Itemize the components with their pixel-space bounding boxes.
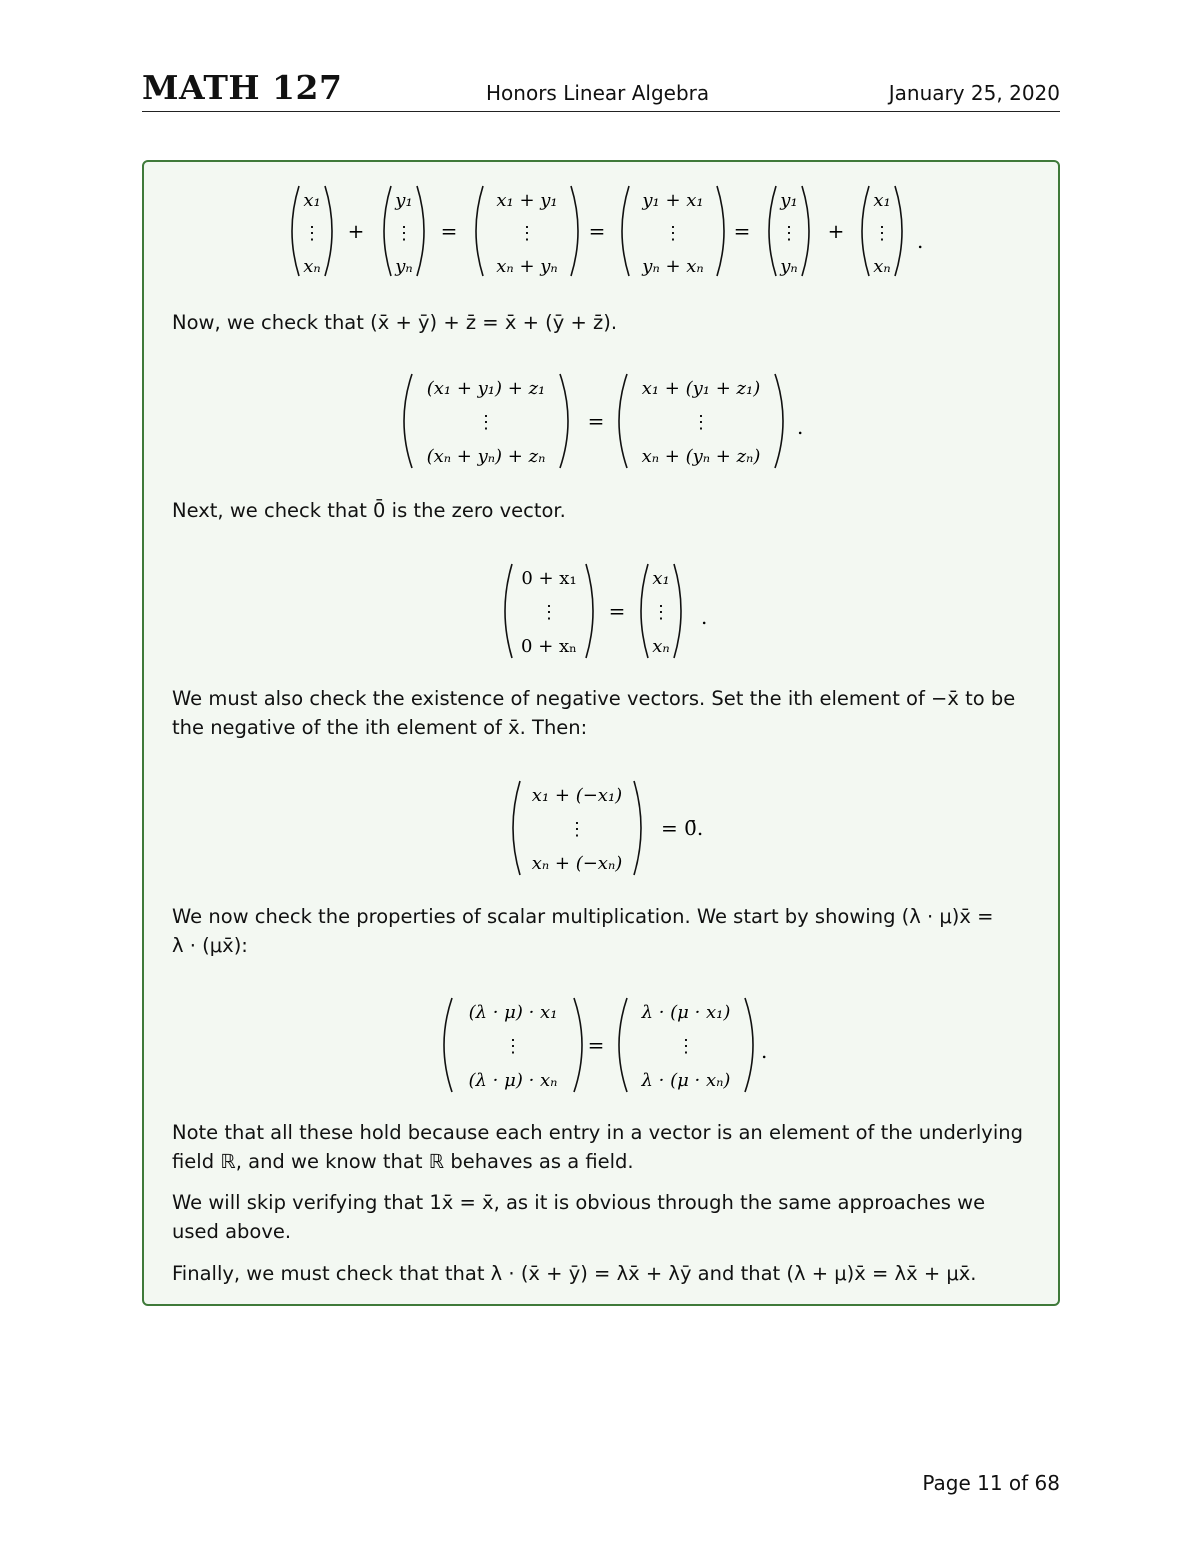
equals-operator: = — [588, 219, 606, 243]
vector-entry: y₁ + x₁ — [642, 190, 704, 211]
text-line: Note that all these hold because each entry in a vector is an element of the underlying — [172, 1121, 1024, 1144]
text-line: field ℝ, and we know that ℝ behaves as a field. — [172, 1150, 634, 1173]
text-line: the negative of the ith element of x̄. Then: — [172, 716, 588, 739]
vector-entry: xₙ — [303, 256, 321, 277]
text-line: We now check the properties of scalar multiplication. We start by showing (λ · μ)x̄ = — [172, 905, 994, 928]
plus-operator: + — [347, 219, 365, 243]
plus-operator: + — [827, 219, 845, 243]
period: . — [797, 415, 804, 439]
page-header — [142, 68, 1060, 114]
vector-entry: x₁ + (−x₁) — [531, 785, 623, 806]
vector-entry: xₙ + yₙ — [496, 256, 558, 277]
course-title: MATH 127 — [142, 68, 343, 107]
vector-entry: x₁ — [303, 190, 321, 211]
vector-entry: x₁ + (y₁ + z₁) — [641, 378, 761, 399]
vector-entry: y₁ — [780, 190, 798, 211]
vector-entry: y₁ — [395, 190, 413, 211]
vector-entry: yₙ + xₙ — [642, 256, 704, 277]
equals-operator: = — [587, 1033, 605, 1057]
paragraph-distributivity: Finally, we must check that that λ · (x̄ + ȳ) = λx̄ + λȳ and that (λ + μ)x̄ = λx̄ + μx̄. — [172, 1262, 977, 1285]
equals-operator: = — [608, 599, 626, 623]
vector-entry: (x₁ + y₁) + z₁ — [426, 378, 546, 399]
proof-box — [142, 160, 1060, 1306]
equals-operator: = — [440, 219, 458, 243]
vector-entry: x₁ — [652, 568, 670, 589]
vector-entry: ⋮ — [395, 223, 413, 244]
vector-entry: ⋮ — [477, 412, 495, 433]
paragraph-zero-vector: Next, we check that 0̄ is the zero vector. — [172, 499, 566, 522]
text-line: We must also check the existence of negative vectors. Set the ith element of −x̄ to be — [172, 687, 1016, 710]
period: . — [701, 605, 708, 629]
vector-entry: (xₙ + yₙ) + zₙ — [426, 446, 546, 467]
vector-entry: λ · (μ · xₙ) — [641, 1070, 731, 1091]
vector-entry: ⋮ — [873, 223, 891, 244]
page-number: Page 11 of 68 — [922, 1471, 1060, 1495]
vector-entry: (λ · μ) · xₙ — [468, 1070, 558, 1091]
header-rule — [142, 111, 1060, 112]
equation-rhs: = 0̄. — [661, 816, 704, 840]
vector-entry: ⋮ — [652, 602, 670, 623]
vector-entry: 0 + xₙ — [521, 636, 577, 657]
text-line: λ · (μx̄): — [172, 934, 248, 957]
vector-entry: ⋮ — [664, 223, 682, 244]
equation-zero-vector — [144, 556, 1058, 666]
equation-associativity — [144, 366, 1058, 476]
subject-title: Honors Linear Algebra — [486, 81, 710, 105]
paragraph-identity-skip — [172, 1188, 1032, 1246]
vector-entry: x₁ — [873, 190, 891, 211]
vector-entry: λ · (μ · x₁) — [641, 1002, 731, 1023]
vector-entry: ⋮ — [780, 223, 798, 244]
vector-entry: ⋮ — [504, 1036, 522, 1057]
equation-commutativity — [144, 176, 1058, 286]
vector-entry: ⋮ — [518, 223, 536, 244]
paragraph-scalar-multiplication — [172, 902, 1032, 960]
equals-operator: = — [733, 219, 751, 243]
vector-entry: ⋮ — [692, 412, 710, 433]
paragraph-associativity: Now, we check that (x̄ + ȳ) + z̄ = x̄ + (ȳ + z̄). — [172, 311, 618, 334]
period: . — [761, 1039, 768, 1063]
period: . — [917, 229, 924, 253]
text-line: We will skip verifying that 1x̄ = x̄, as it is obvious through the same approaches we — [172, 1191, 986, 1214]
vector-entry: yₙ — [395, 256, 413, 277]
vector-entry: (λ · μ) · x₁ — [468, 1002, 558, 1023]
paragraph-field-note — [172, 1118, 1032, 1176]
vector-entry: yₙ — [780, 256, 798, 277]
vector-entry: ⋮ — [568, 819, 586, 840]
document-date: January 25, 2020 — [888, 81, 1060, 105]
vector-entry: xₙ — [873, 256, 891, 277]
paragraph-negative-vectors — [172, 684, 1032, 742]
equation-scalar-associativity — [144, 990, 1058, 1100]
vector-entry: ⋮ — [677, 1036, 695, 1057]
equals-operator: = — [587, 409, 605, 433]
vector-entry: ⋮ — [303, 223, 321, 244]
vector-entry: xₙ + (yₙ + zₙ) — [641, 446, 761, 467]
vector-entry: ⋮ — [540, 602, 558, 623]
vector-entry: x₁ + y₁ — [496, 190, 558, 211]
vector-entry: xₙ — [652, 636, 670, 657]
vector-entry: 0 + x₁ — [521, 568, 577, 589]
text-line: used above. — [172, 1220, 292, 1243]
equation-negative-vector — [144, 773, 1058, 883]
vector-entry: xₙ + (−xₙ) — [531, 853, 623, 874]
